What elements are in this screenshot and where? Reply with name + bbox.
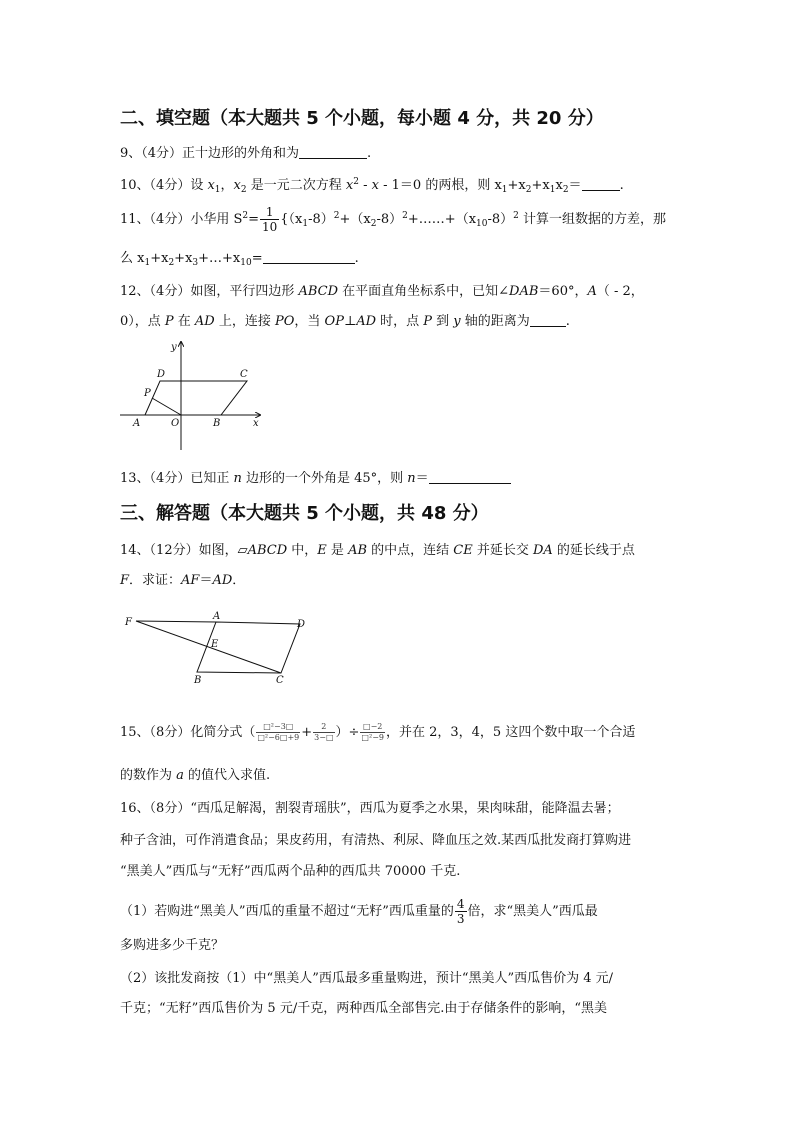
fraction-2 — [313, 722, 334, 743]
label-ad: AD — [356, 314, 376, 329]
question-16-part-2-line-2: 千克；“无籽”西瓜售价为 5 元/千克，两种西瓜全部售完.由于存储条件的影响，“黑美 — [120, 1001, 607, 1016]
q11-text: +x — [174, 251, 193, 266]
answer-blank — [263, 251, 355, 264]
q15-text: 的值代入求值. — [183, 768, 271, 783]
q9-text: 9、（4分）正十边形的外角和为 — [120, 146, 300, 161]
q14-text: 14、（12分）如图，▱ — [120, 543, 248, 558]
label-po: PO — [275, 314, 295, 329]
q10-expr: +x — [531, 178, 550, 193]
question-14-line-2 — [120, 572, 245, 590]
fraction-1-10 — [260, 205, 279, 234]
q15-text: ）÷ — [335, 725, 360, 740]
q12-text: ＝60°， — [538, 284, 588, 299]
q10-expr: +x — [507, 178, 526, 193]
var-n: n — [233, 471, 242, 486]
q12-text: （ - 2， — [596, 284, 644, 299]
denominator: □²−6□+9 — [257, 733, 300, 742]
q12-text: 12、（4分）如图，平行四边形 — [120, 284, 299, 299]
label-p: P — [423, 314, 433, 329]
fraction-4-3 — [455, 897, 467, 926]
question-14 — [120, 542, 635, 560]
q11-text: -8） — [376, 212, 403, 227]
q14-text: ．求证： — [129, 573, 182, 588]
q12-text: ，当 — [294, 314, 325, 329]
q13-text: 边形的一个外角是 45°，则 — [241, 471, 408, 486]
var-x: x — [207, 178, 215, 193]
label-b: B — [213, 418, 221, 429]
section-heading-solutions: 三、解答题（本大题共 5 个小题，共 48 分） — [120, 503, 489, 524]
label-y: y — [171, 342, 177, 353]
figure-parallelogram-extension — [120, 610, 320, 690]
var-x: x — [345, 178, 354, 193]
var-a: a — [176, 768, 184, 783]
question-15 — [120, 722, 635, 743]
label-d: D — [157, 369, 166, 380]
denominator: 3−□ — [314, 733, 334, 742]
label-c: C — [276, 675, 284, 686]
sub: 1 — [549, 185, 556, 195]
segment-po — [152, 398, 181, 415]
q15-text: + — [301, 725, 313, 740]
label-abcd: ABCD — [298, 284, 339, 299]
label-y: y — [453, 314, 461, 329]
label-af: AF — [181, 573, 200, 588]
sup: 2 — [242, 211, 249, 221]
fraction-3 — [360, 722, 385, 743]
sub: 10 — [240, 258, 252, 268]
q14-text: 的中点，连结 — [367, 543, 454, 558]
label-x: x — [253, 418, 259, 429]
q13-text: 13、（4分）已知正 — [120, 471, 234, 486]
q11-text: +（x — [339, 212, 371, 227]
label-f: F — [120, 573, 130, 588]
q11-text: {（x — [280, 212, 303, 227]
q10-text: 10、（4分）设 — [120, 178, 208, 193]
question-16-part-1 — [120, 897, 598, 926]
question-11 — [120, 205, 666, 234]
label-c: C — [240, 369, 248, 380]
numerator: 4 — [456, 897, 465, 911]
label-d: D — [297, 619, 306, 630]
question-16-line-2: 种子含油，可作消遣食品；果皮药用，有清热、利尿、降血压之效.某西瓜批发商打算购进 — [120, 833, 632, 848]
question-16-line-3: “黑美人”西瓜与“无籽”西瓜两个品种的西瓜共 70000 千克. — [120, 864, 461, 879]
question-11-line-2 — [120, 250, 359, 268]
q12-text: 时，点 — [376, 314, 424, 329]
q11-text: 么 x — [120, 251, 145, 266]
section-heading-fill-in: 二、填空题（本大题共 5 个小题，每小题 4 分，共 20 分） — [120, 108, 604, 129]
denominator: □²−9 — [361, 733, 384, 742]
q11-text: = — [248, 212, 259, 227]
q16-text: 倍，求“黑美人”西瓜最 — [467, 904, 598, 919]
label-op: OP — [324, 314, 344, 329]
answer-blank — [299, 146, 367, 159]
label-p: P — [144, 388, 151, 399]
q10-text: - — [358, 178, 372, 193]
question-16: 16、（8分）“西瓜足解渴，割裂青瑶肤”，西瓜为夏季之水果，果肉味甜，能降温去暑； — [120, 801, 620, 816]
numerator: 1 — [260, 205, 279, 220]
q10-expr: ＝ — [568, 178, 582, 193]
sub: 1 — [302, 219, 309, 229]
q16-text: （1）若购进“黑美人”西瓜的重量不超过“无籽”西瓜重量的 — [120, 904, 454, 919]
var-n: n — [407, 471, 416, 486]
segment-fc — [136, 621, 281, 673]
sup: 2 — [402, 211, 408, 221]
q12-text: 在平面直角坐标系中，已知∠ — [338, 284, 510, 299]
numerator: □−2 — [360, 722, 385, 733]
q12-text: 上，连接 — [214, 314, 275, 329]
q15-text: ，并在 2，3，4，5 这四个数中取一个合适 — [385, 725, 636, 740]
q12-text: ⊥ — [343, 314, 357, 329]
label-b: B — [194, 675, 202, 686]
sub: 1 — [501, 185, 508, 195]
q10-end: . — [619, 178, 624, 193]
q12-text: 轴的距离为 — [460, 314, 530, 329]
label-a: A — [213, 611, 221, 622]
question-12-line-2 — [120, 313, 570, 331]
q10-text: - 1＝0 的两根，则 — [378, 178, 495, 193]
parallelogram-abcd — [145, 381, 247, 415]
denominator: 3 — [456, 912, 465, 926]
sub: 2 — [525, 185, 532, 195]
label-ad: AD — [212, 573, 233, 588]
q10-expr: x — [555, 178, 563, 193]
numerator: 2 — [313, 722, 334, 733]
sub: 1 — [214, 185, 221, 195]
denominator: 10 — [262, 220, 278, 234]
q11-text: +……+（x — [407, 212, 477, 227]
q15-text: 的数作为 — [120, 768, 177, 783]
label-ad: AD — [194, 314, 215, 329]
q12-end: . — [565, 314, 570, 329]
q12-text: 0），点 — [120, 314, 165, 329]
sup: 2 — [353, 177, 359, 187]
q10-text: 是一元二次方程 — [246, 178, 346, 193]
label-ab: AB — [348, 543, 368, 558]
question-10 — [120, 177, 624, 195]
q14-text: ． — [232, 573, 246, 588]
var-x: x — [233, 178, 241, 193]
numerator: □²−3□ — [256, 722, 300, 733]
label-p: P — [164, 314, 174, 329]
q10-expr: x — [494, 178, 502, 193]
q11-end: . — [354, 251, 359, 266]
label-f: F — [125, 617, 132, 628]
var-x: x — [371, 178, 379, 193]
figure-parallelogram-coordinate — [115, 338, 275, 456]
q11-text: -8） — [308, 212, 334, 227]
q14-text: 的延长线于点 — [552, 543, 635, 558]
q12-text: 在 — [173, 314, 195, 329]
q14-text: 并延长交 — [472, 543, 533, 558]
question-16-part-1-line-2: 多购进多少千克？ — [120, 938, 225, 953]
answer-blank — [530, 314, 566, 327]
q12-text: 到 — [432, 314, 454, 329]
sub: 1 — [144, 258, 151, 268]
answer-blank — [582, 178, 620, 191]
q14-text: ＝ — [199, 573, 213, 588]
question-12 — [120, 283, 644, 301]
label-abcd: ABCD — [247, 543, 288, 558]
sub: 2 — [168, 258, 175, 268]
sub: 2 — [240, 185, 247, 195]
label-a: A — [587, 284, 597, 299]
q10-text: ， — [220, 178, 234, 193]
label-ce: CE — [453, 543, 473, 558]
label-dab: DAB — [509, 284, 539, 299]
q11-text: = — [251, 251, 263, 266]
question-15-line-2 — [120, 767, 270, 785]
q14-text: 是 — [326, 543, 349, 558]
sub: 2 — [370, 219, 377, 229]
label-e: E — [317, 543, 327, 558]
q15-text: 15、（8分）化简分式（ — [120, 725, 256, 740]
answer-blank — [429, 471, 511, 484]
label-a: A — [133, 418, 141, 429]
question-9 — [120, 145, 371, 163]
q11-text: 计算一组数据的方差，那 — [518, 212, 667, 227]
question-16-part-2: （2）该批发商按（1）中“黑美人”西瓜最多重量购进，预计“黑美人”西瓜售价为 4 元/ — [120, 971, 614, 986]
sub: 3 — [192, 258, 199, 268]
segment-fa — [136, 621, 216, 622]
q11-text: -8） — [487, 212, 514, 227]
q11-text: +…+x — [198, 251, 241, 266]
label-e: E — [211, 639, 219, 650]
q11-text: +x — [150, 251, 169, 266]
fraction-1 — [256, 722, 300, 743]
q14-text: 中， — [287, 543, 318, 558]
q13-text: ＝ — [415, 471, 429, 486]
q11-text: 11、（4分）小华用 S — [120, 212, 243, 227]
sub: 2 — [562, 185, 569, 195]
label-o: O — [171, 418, 180, 429]
question-13 — [120, 470, 511, 488]
sup: 2 — [513, 211, 519, 221]
sub: 10 — [476, 219, 488, 229]
q9-end: . — [367, 146, 372, 161]
sup: 2 — [333, 211, 340, 221]
label-da: DA — [532, 543, 553, 558]
